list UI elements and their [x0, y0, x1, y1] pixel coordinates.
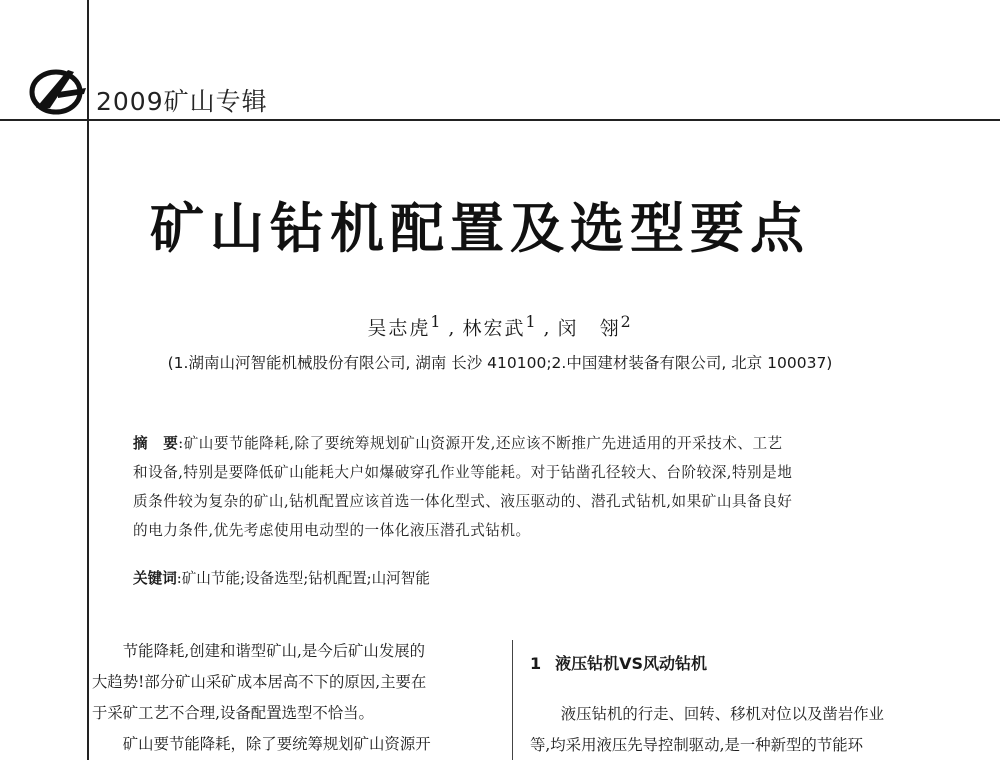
author-affil-mark: 2 [620, 312, 633, 331]
abstract-line: 和设备,特别是要降低矿山能耗大户如爆破穿孔作业等能耗。对于钻凿孔径较大、台阶较深,特别是地 [133, 464, 793, 481]
abstract-line: 质条件较为复杂的矿山,钻机配置应该首选一体化型式、液压驱动的、潜孔式钻机,如果矿山具备良好 [133, 493, 793, 510]
article-title: 矿山钻机配置及选型要点 [150, 197, 810, 260]
section-heading [530, 648, 950, 679]
keywords-label: 关键词 [133, 570, 177, 587]
author-name: 闵 翎 [557, 317, 621, 340]
author-list: 吴志虎$^1$ , 林宏武$^1$ , 闵 翎$^2$ [367, 312, 633, 340]
section-number: 1 [530, 654, 542, 673]
paragraph-line: 矿山要节能降耗，除了要统筹规划矿山资源开 [92, 735, 431, 753]
column-divider [512, 640, 513, 760]
author-name: 林宏武 [462, 317, 526, 340]
paragraph-line: 液压钻机的行走、回转、移机对位以及凿岩作业 [530, 705, 884, 723]
body-column-right [530, 648, 950, 761]
paragraph-line: 大趋势!部分矿山采矿成本居高不下的原因,主要在 [92, 673, 427, 691]
paragraph-line: 于采矿工艺不合理,设备配置选型不恰当。 [92, 704, 374, 722]
section-title: 液压钻机VS风动钻机 [555, 654, 708, 673]
keywords-text: :矿山节能;设备选型;钻机配置;山河智能 [176, 570, 430, 587]
keywords [133, 567, 430, 588]
abstract-line: :矿山要节能降耗,除了要统筹规划矿山资源开发,还应该不断推广先进适用的开采技术、工艺 [178, 435, 783, 452]
body-column-left [92, 636, 502, 760]
paragraph-line: 节能降耗,创建和谐型矿山,是今后矿山发展的 [92, 642, 425, 660]
header-rule [0, 119, 1000, 121]
abstract-label: 摘 要 [133, 435, 179, 452]
abstract-line: 的电力条件,优先考虑使用电动型的一体化液压潜孔式钻机。 [133, 522, 531, 539]
journal-header: 2009矿山专辑 [96, 87, 268, 116]
paragraph-line: 等,均采用液压先导控制驱动,是一种新型的节能环 [530, 736, 863, 754]
abstract [133, 429, 953, 545]
affiliations: (1.湖南山河智能机械股份有限公司, 湖南 长沙 410100;2.中国建材装备有限公司, 北京 100037) [167, 354, 833, 372]
author-affil-mark: 1 [430, 312, 443, 331]
journal-logo-icon [28, 62, 88, 118]
author-name: 吴志虎 [367, 317, 431, 340]
author-affil-mark: 1 [525, 312, 538, 331]
